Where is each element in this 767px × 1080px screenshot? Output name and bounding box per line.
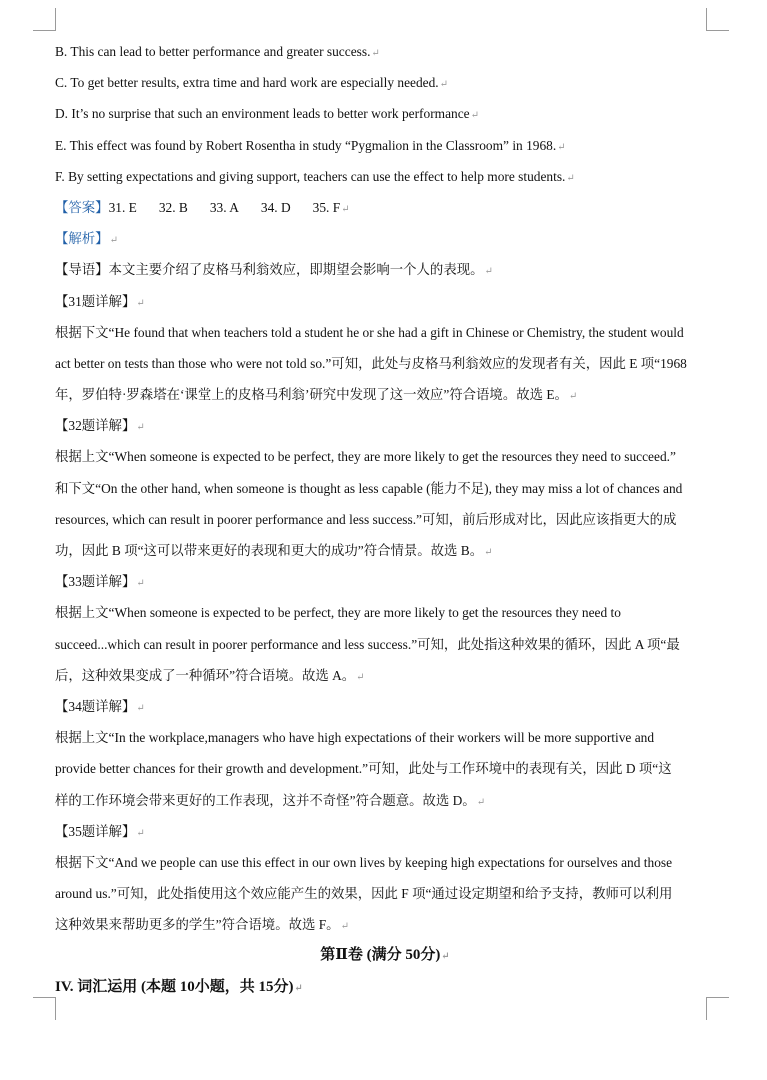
q35-line: 根据下文“And we people can use this effect in our own lives by keeping high expectations for ourselves and those [55,854,673,870]
corner-mark-top-right [706,8,729,31]
q34-line: provide better chances for their growth and development.”可知，此处与工作环境中的表现有关，因此 D 项“这 [55,761,672,777]
option-b: B. This can lead to better performance and greater success.↵ [55,44,380,59]
analysis-label: 【解析】↵ [55,231,118,247]
document-body [55,36,715,1003]
answer-label: 【答案】 [55,199,109,215]
answer-35: 35. F [312,199,341,215]
q33-line: succeed...which can result in poorer performance and less success.”可知，此处指这种效果的循环，因此 A 项“最 [55,636,680,652]
q35-heading: 【35题详解】↵ [55,823,145,839]
part-title: 第Ⅱ卷 (满分 50分)↵ [320,947,450,964]
guide-text: 【导语】本文主要介绍了皮格马利翁效应，即期望会影响一个人的表现。↵ [55,262,493,278]
q33-line: 根据上文“When someone is expected to be perfect, they are more likely to get the resources they need to [55,605,621,621]
answer-34: 34. D [260,199,291,215]
option-e: E. This effect was found by Robert Rosentha in study “Pygmalion in the Classroom” in 1968.↵ [55,137,566,153]
option-f: F. By setting expectations and giving support, teachers can use the effect to help more students.↵ [55,168,575,184]
option-c: C. To get better results, extra time and hard work are especially needed.↵ [55,75,449,91]
q35-line: 这种效果来帮助更多的学生”符合语境。故选 F。↵ [55,917,349,933]
q32-line: 和下文“On the other hand, when someone is thought as less capable (能力不足), they may miss a lot of chances and [55,480,683,496]
q31-line: 年，罗伯特·罗森塔在‘课堂上的皮格马利翁’研究中发现了这一效应”符合语境。故选 E。↵ [55,387,578,403]
q33-line: 后，这种效果变成了一种循环”符合语境。故选 A。↵ [55,667,365,683]
q32-line: 根据上文“When someone is expected to be perfect, they are more likely to get the resources they need to succeed.” [55,449,676,465]
q32-line: resources, which can result in poorer performance and less success.”可知，前后形成对比，因此应该指更大的成 [55,511,677,527]
answer-line: 【答案】31. E 32. B 33. A 34. D 35. F↵ [55,199,350,215]
answer-31: 31. E [108,199,137,215]
q31-heading: 【31题详解】↵ [55,293,145,309]
q34-line: 样的工作环境会带来更好的工作表现，这并不奇怪”符合题意。故选 D。↵ [55,792,486,808]
corner-mark-top-left [33,8,56,31]
corner-mark-bottom-left [33,997,56,1020]
answer-32: 32. B [158,199,188,215]
q31-line: 根据下文“He found that when teachers told a student he or she had a gift in Chinese or Chemistry, the student would [55,324,684,340]
q31-line: act better on tests than those who were not told so.”可知，此处与皮格马利翁效应的发现者有关，因此 E 项“1968 [55,355,687,371]
q32-heading: 【32题详解】↵ [55,418,145,434]
answer-33: 33. A [209,199,239,215]
section-title: IV. 词汇运用 (本题 10小题，共 15分)↵ [55,978,303,995]
option-d: D. It’s no surprise that such an environment leads to better work performance↵ [55,106,480,122]
q35-line: around us.”可知，此处指使用这个效应能产生的效果，因此 F 项“通过设定期望和给予支持，教师可以利用 [55,886,673,902]
q33-heading: 【33题详解】↵ [55,574,145,590]
q34-line: 根据上文“In the workplace,managers who have high expectations of their workers will be more supportive and [55,730,655,746]
q34-heading: 【34题详解】↵ [55,698,145,714]
q32-line: 功，因此 B 项“这可以带来更好的表现和更大的成功”符合情景。故选 B。↵ [55,543,493,558]
